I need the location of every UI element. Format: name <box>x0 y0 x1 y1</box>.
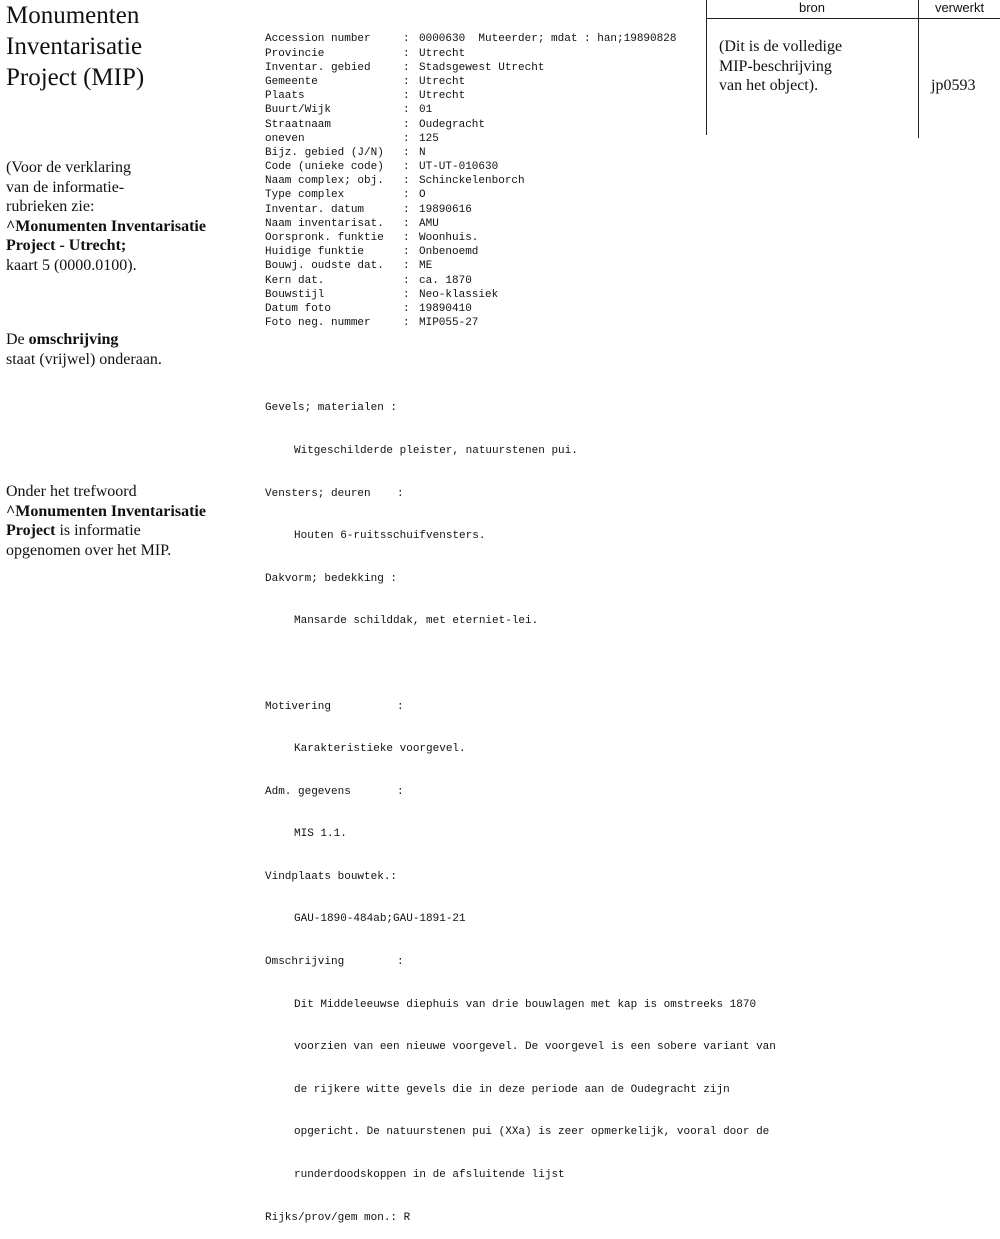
omschrijving-label: Omschrijving : <box>265 956 404 969</box>
note-bold: omschrijving <box>28 331 119 348</box>
record-field-row <box>265 146 855 160</box>
mip-record <box>265 4 855 1239</box>
field-label: Bijz. gebied (J/N) <box>265 146 384 159</box>
field-separator: : <box>403 274 410 287</box>
field-value: ca. 1870 <box>419 274 472 287</box>
title-line: Monumenten <box>6 2 140 29</box>
field-separator: : <box>403 33 410 46</box>
header-verwerkt: verwerkt <box>934 0 985 15</box>
field-separator: : <box>403 132 410 145</box>
processed-code: jp0593 <box>931 77 976 94</box>
field-label: Inventar. datum <box>265 203 365 216</box>
field-label: Huidige funktie <box>265 246 365 259</box>
note-line: staat (vrijwel) onderaan. <box>6 350 162 368</box>
source-line: MIP-beschrijving <box>719 57 832 75</box>
dakvorm-value: Mansarde schilddak, met eterniet-lei. <box>294 615 539 628</box>
field-label: Naam inventarisat. <box>265 217 384 230</box>
field-value: UT-UT-010630 <box>419 161 499 174</box>
field-value: 19890410 <box>419 302 472 315</box>
record-field-row <box>265 160 855 174</box>
dakvorm-label: Dakvorm; bedekking : <box>265 572 398 585</box>
field-separator: : <box>403 47 410 60</box>
record-field-row <box>265 302 855 316</box>
record-field-row <box>265 231 855 245</box>
page-title <box>6 0 144 93</box>
field-label: Bouwstijl <box>265 288 325 301</box>
field-value: ME <box>419 260 433 273</box>
record-field-row <box>265 245 855 259</box>
header-bron: bron <box>798 0 826 15</box>
field-separator: : <box>403 90 410 103</box>
field-value: MIP055-27 <box>419 317 479 330</box>
field-label: Gemeente <box>265 75 318 88</box>
field-value: Utrecht <box>419 90 466 103</box>
omschrijving-line: de rijkere witte gevels die in deze periode aan de Oudegracht zijn <box>294 1083 730 1096</box>
keyword-link-cont: Project <box>6 522 56 539</box>
note-line: rubrieken zie: <box>6 198 95 215</box>
gevels-label: Gevels; materialen : <box>265 402 398 415</box>
field-value: 19890616 <box>419 203 472 216</box>
field-separator: : <box>403 246 410 259</box>
field-value: Neo-klassiek <box>419 288 499 301</box>
field-value: Oudegracht <box>419 118 486 131</box>
omschrijving-line: runderdoodskoppen in de afsluitende lijst <box>294 1169 565 1182</box>
field-separator: : <box>403 232 410 245</box>
field-separator: : <box>403 175 410 188</box>
record-field-row <box>265 217 855 231</box>
field-separator: : <box>403 317 410 330</box>
field-value: Onbenoemd <box>419 246 479 259</box>
field-label: Plaats <box>265 90 305 103</box>
field-label: Bouwj. oudste dat. <box>265 260 384 273</box>
record-field-row <box>265 174 855 188</box>
vensters-label: Vensters; deuren : <box>265 487 404 500</box>
note-line: kaart 5 (0000.0100). <box>6 256 137 274</box>
field-label: Provincie <box>265 47 325 60</box>
description-note <box>6 330 162 369</box>
record-field-row <box>265 316 855 330</box>
record-field-row <box>265 274 855 288</box>
motivering-value: Karakteristieke voorgevel. <box>294 743 466 756</box>
omschrijving-line: Dit Middeleeuwse diephuis van drie bouwlagen met kap is omstreeks 1870 <box>294 998 757 1011</box>
field-value: 125 <box>419 132 439 145</box>
vindplaats-label: Vindplaats bouwtek.: <box>265 870 398 883</box>
note-line: (Voor de verklaring <box>6 159 131 176</box>
title-line: Project (MIP) <box>6 64 145 91</box>
record-field-row <box>265 288 855 302</box>
field-label: oneven <box>265 132 305 145</box>
omschrijving-line: opgericht. De natuurstenen pui (XXa) is zeer opmerkelijk, vooral door de <box>294 1126 770 1139</box>
field-value: Schinckelenborch <box>419 175 525 188</box>
field-value: Utrecht <box>419 47 466 60</box>
field-separator: : <box>403 118 410 131</box>
keyword-link: ^Monumenten Inventarisatie <box>6 502 206 520</box>
source-line: (Dit is de volledige <box>719 38 843 55</box>
field-value: Utrecht <box>419 75 466 88</box>
field-label: Accession number <box>265 33 371 46</box>
field-value: 0000630 Muteerder; mdat : han;19890828 <box>419 33 677 46</box>
field-separator: : <box>403 217 410 230</box>
field-separator: : <box>403 260 410 273</box>
field-separator: : <box>403 146 410 159</box>
gevels-value: Witgeschilderde pleister, natuurstenen pui. <box>294 444 578 457</box>
field-value: O <box>419 189 426 202</box>
field-value: AMU <box>419 217 439 230</box>
field-label: Straatnaam <box>265 118 332 131</box>
motivering-label: Motivering : <box>265 700 404 713</box>
field-separator: : <box>403 302 410 315</box>
record-field-row <box>265 188 855 202</box>
field-label: Inventar. gebied <box>265 61 371 74</box>
note-text: is informatie <box>55 522 141 539</box>
record-field-row <box>265 259 855 273</box>
note-line: opgenomen over het MIP. <box>6 541 172 559</box>
note-line: Onder het trefwoord <box>6 483 137 500</box>
field-label: Code (unieke code) <box>265 161 384 174</box>
reference-link-cont: Project - Utrecht; <box>6 237 127 254</box>
explanation-note <box>6 158 206 275</box>
note-line: van de informatie- <box>6 178 125 196</box>
source-description <box>719 37 842 96</box>
field-value: 01 <box>419 104 433 117</box>
omschrijving-line: voorzien van een nieuwe voorgevel. De voorgevel is een sobere variant van <box>294 1041 776 1054</box>
table-rule <box>706 0 707 135</box>
field-label: Naam complex; obj. <box>265 175 384 188</box>
field-separator: : <box>403 61 410 74</box>
field-label: Kern dat. <box>265 274 325 287</box>
note-text: De <box>6 331 29 348</box>
field-label: Type complex <box>265 189 345 202</box>
vindplaats-value: GAU-1890-484ab;GAU-1891-21 <box>294 913 466 926</box>
vensters-value: Houten 6-ruitsschuifvensters. <box>294 530 486 543</box>
field-value: N <box>419 146 426 159</box>
field-label: Datum foto <box>265 302 332 315</box>
field-label: Buurt/Wijk <box>265 104 332 117</box>
field-label: Oorspronk. funktie <box>265 232 384 245</box>
field-label: Foto neg. nummer <box>265 317 371 330</box>
source-table <box>706 0 1000 138</box>
table-rule <box>918 0 919 138</box>
field-separator: : <box>403 288 410 301</box>
keyword-note <box>6 482 206 560</box>
field-separator: : <box>403 203 410 216</box>
field-separator: : <box>403 75 410 88</box>
adm-value: MIS 1.1. <box>294 828 347 841</box>
reference-link: ^Monumenten Inventarisatie <box>6 217 206 235</box>
source-line: van het object). <box>719 77 819 94</box>
field-separator: : <box>403 104 410 117</box>
adm-label: Adm. gegevens : <box>265 785 404 798</box>
rijks-line: Rijks/prov/gem mon.: R <box>265 1211 411 1224</box>
field-value: Woonhuis. <box>419 232 479 245</box>
field-separator: : <box>403 189 410 202</box>
field-separator: : <box>403 161 410 174</box>
field-value: Stadsgewest Utrecht <box>419 61 545 74</box>
record-field-row <box>265 203 855 217</box>
title-line: Inventarisatie <box>6 33 143 60</box>
table-rule <box>706 18 1000 19</box>
